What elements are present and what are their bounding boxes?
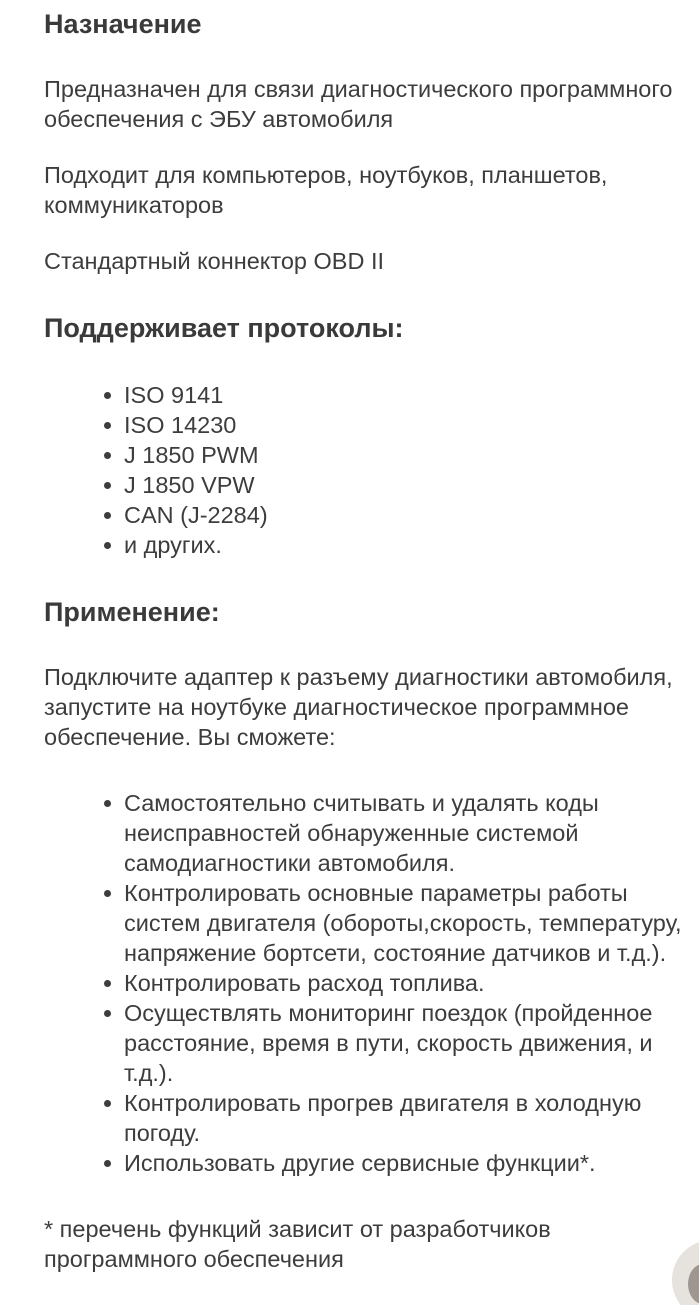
usage-footnote: * перечень функций зависит от разработчиков программного обеспечения: [44, 1216, 551, 1272]
purpose-paragraph-1: Предназначен для связи диагностического программного обеспечения с ЭБУ автомобиля: [44, 76, 673, 132]
protocol-item: ISO 9141: [124, 380, 684, 410]
purpose-paragraph-2: Подходит для компьютеров, ноутбуков, планшетов, коммуникаторов: [44, 162, 608, 218]
usage-list: [44, 788, 684, 1178]
protocol-item: ISO 14230: [124, 410, 684, 440]
protocols-heading: Поддерживает протоколы:: [44, 313, 404, 343]
purpose-paragraph-3: Стандартный коннектор OBD II: [44, 248, 385, 274]
usage-item: Контролировать расход топлива.: [124, 968, 684, 998]
protocol-item: J 1850 VPW: [124, 470, 684, 500]
protocol-item: J 1850 PWM: [124, 440, 684, 470]
protocol-item: и других.: [124, 530, 684, 560]
product-description: [44, 8, 684, 1274]
usage-item: Осуществлять мониторинг поездок (пройденное расстояние, время в пути, скорость движения, и т.д.).: [124, 998, 684, 1088]
usage-item: Использовать другие сервисные функции*.: [124, 1148, 684, 1178]
usage-item: Самостоятельно считывать и удалять коды неисправностей обнаруженные системой самодиагностики автомобиля.: [124, 788, 684, 878]
usage-item: Контролировать основные параметры работы систем двигателя (обороты,скорость, температуру, напряжение бортсети, состояние датчиков и т.д.).: [124, 878, 684, 968]
protocols-list: [44, 380, 684, 560]
usage-item: Контролировать прогрев двигателя в холодную погоду.: [124, 1088, 684, 1148]
usage-intro: Подключите адаптер к разъему диагностики автомобиля, запустите на ноутбуке диагностическое программное обеспечение. Вы сможете:: [44, 664, 673, 750]
avatar-face-icon: [688, 1264, 699, 1304]
purpose-heading: Назначение: [44, 9, 202, 39]
usage-heading: Применение:: [44, 597, 220, 627]
protocol-item: CAN (J-2284): [124, 500, 684, 530]
